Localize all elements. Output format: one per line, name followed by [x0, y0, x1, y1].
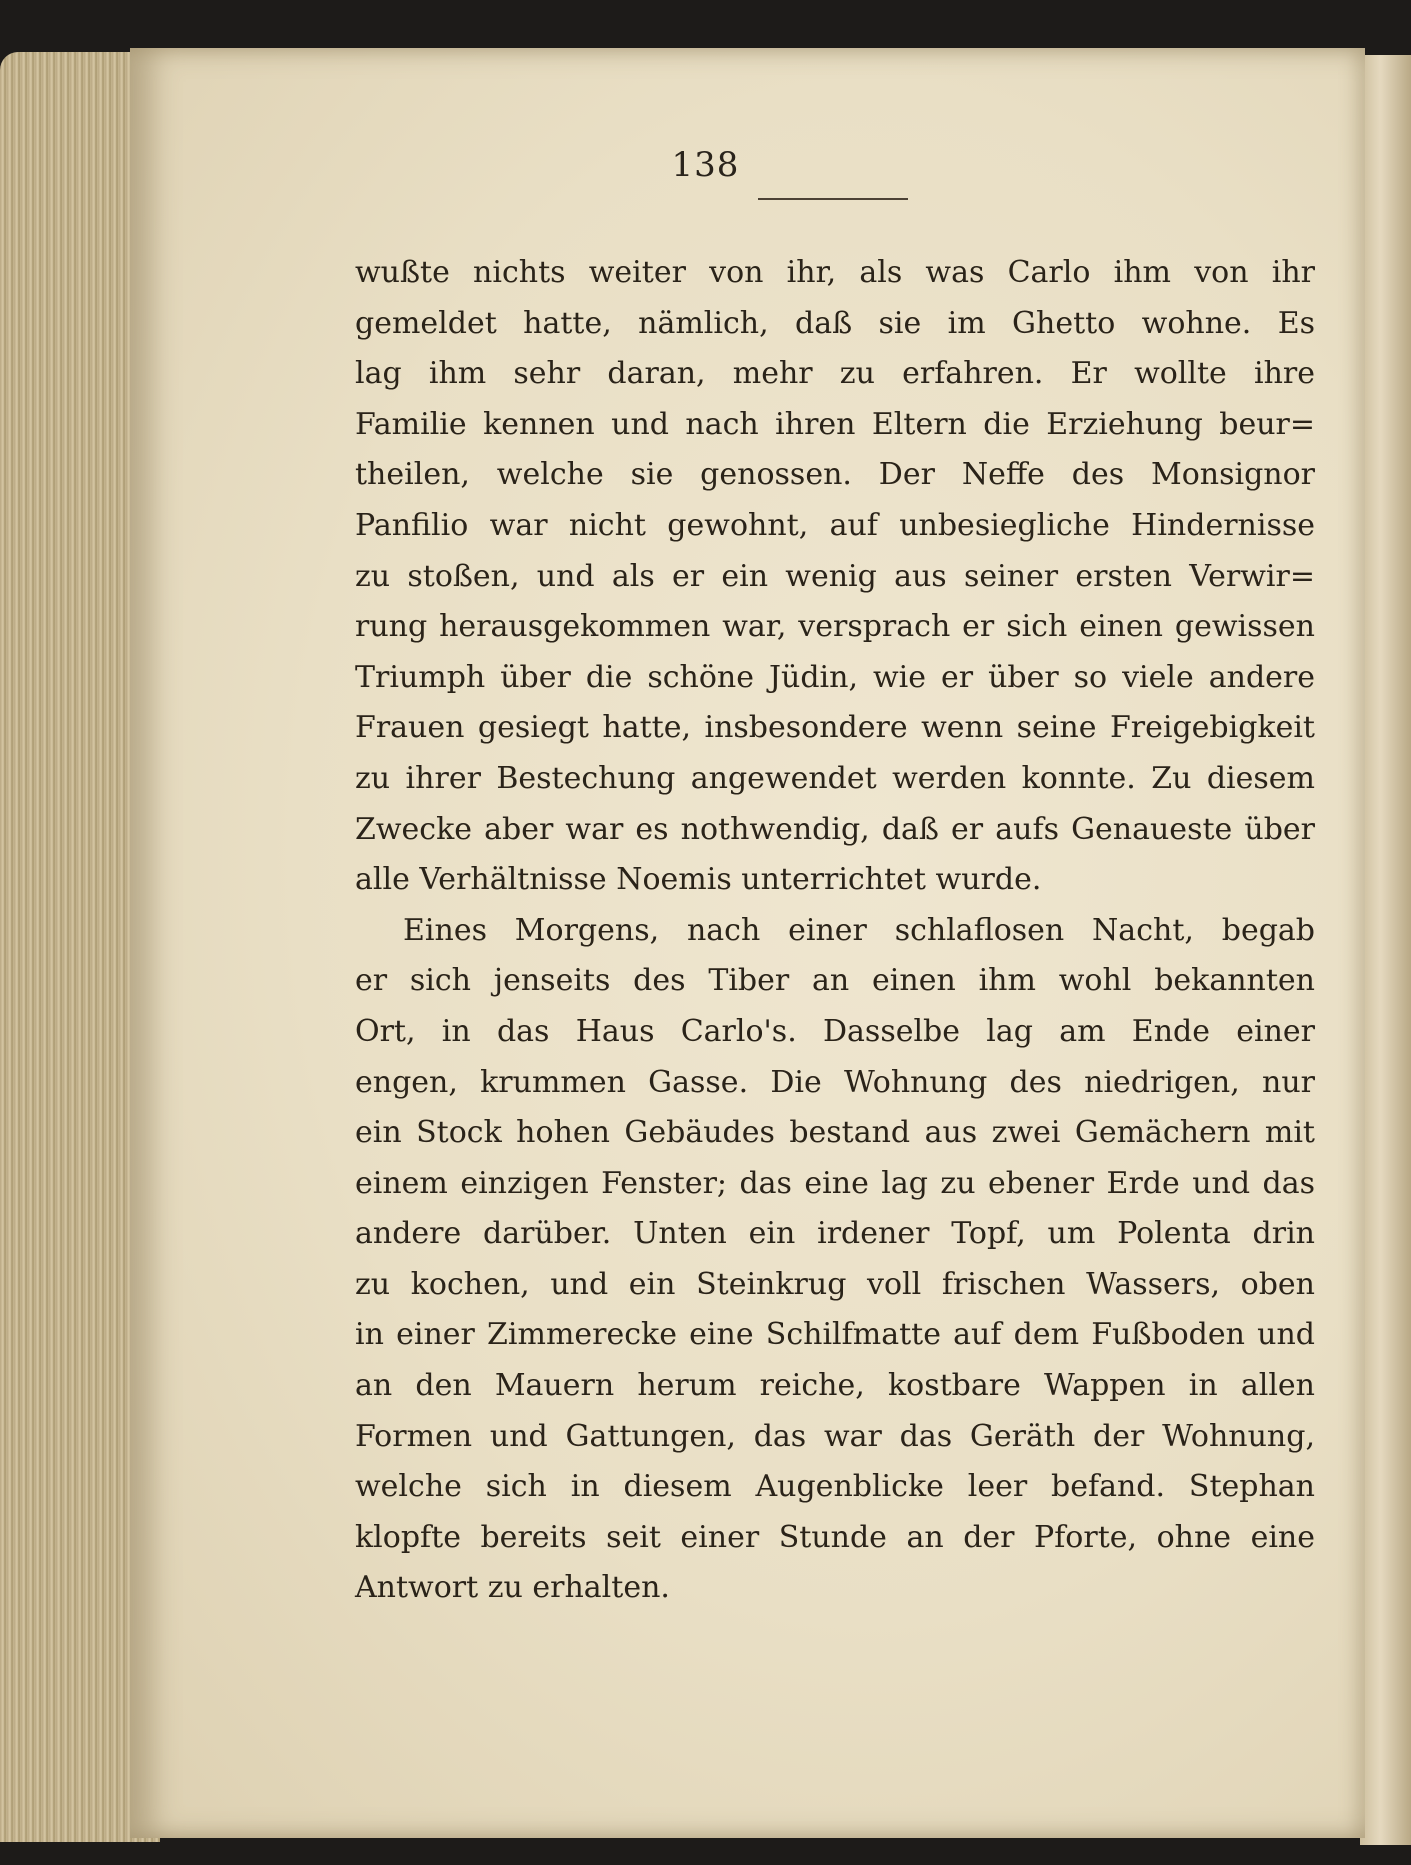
text-line: Panfilio war nicht gewohnt, auf unbesiegliche Hindernisse — [355, 507, 1315, 543]
text-line: Familie kennen und nach ihren Eltern die Erziehung beur= — [355, 406, 1315, 442]
text-line: in einer Zimmerecke eine Schilfmatte auf dem Fußboden und — [355, 1317, 1315, 1353]
text-line: Zwecke aber war es nothwendig, daß er aufs Genaueste über — [355, 811, 1315, 847]
text-line: Formen und Gattungen, das war das Geräth der Wohnung, — [355, 1418, 1315, 1454]
text-line: klopfte bereits seit einer Stunde an der Pforte, ohne eine — [355, 1519, 1315, 1555]
text-line: zu stoßen, und als er ein wenig aus seiner ersten Verwir= — [355, 558, 1315, 594]
text-line: lag ihm sehr daran, mehr zu erfahren. Er wollte ihre — [355, 356, 1315, 392]
text-line: einem einzigen Fenster; das eine lag zu ebener Erde und das — [355, 1165, 1315, 1201]
text-line: gemeldet hatte, nämlich, daß sie im Ghetto wohne. Es — [355, 305, 1315, 341]
text-line: engen, krummen Gasse. Die Wohnung des niedrigen, nur — [355, 1064, 1315, 1100]
text-line: Triumph über die schöne Jüdin, wie er über so viele andere — [355, 659, 1315, 695]
text-line: theilen, welche sie genossen. Der Neffe des Monsignor — [355, 457, 1315, 493]
next-page-edge — [1360, 55, 1411, 1845]
text-line: zu ihrer Bestechung angewendet werden konnte. Zu diesem — [355, 760, 1315, 796]
text-line: er sich jenseits des Tiber an einen ihm wohl bekannten — [355, 963, 1315, 999]
body-text — [355, 248, 1315, 1614]
text-line: an den Mauern herum reiche, kostbare Wappen in allen — [355, 1368, 1315, 1404]
text-line: welche sich in diesem Augenblicke leer befand. Stephan — [355, 1469, 1315, 1505]
header-rule — [758, 198, 908, 200]
text-line: zu kochen, und ein Steinkrug voll frischen Wassers, oben — [355, 1266, 1315, 1302]
page-number: 138 — [671, 145, 740, 185]
text-line: alle Verhältnisse Noemis unterrichtet wurde. — [355, 862, 1042, 898]
text-line: Eines Morgens, nach einer schlaflosen Nacht, begab — [403, 912, 1315, 948]
text-line: Ort, in das Haus Carlo's. Dasselbe lag am Ende einer — [355, 1013, 1315, 1049]
text-line: ein Stock hohen Gebäudes bestand aus zwei Gemächern mit — [355, 1115, 1315, 1151]
text-line: wußte nichts weiter von ihr, als was Carlo ihm von ihr — [355, 255, 1315, 290]
text-line: Frauen gesiegt hatte, insbesondere wenn seine Freigebigkeit — [355, 710, 1315, 746]
text-line: Antwort zu erhalten. — [355, 1570, 670, 1606]
text-line: rung herausgekommen war, versprach er sich einen gewissen — [355, 609, 1315, 645]
text-line: andere darüber. Unten ein irdener Topf, um Polenta drin — [355, 1216, 1315, 1252]
